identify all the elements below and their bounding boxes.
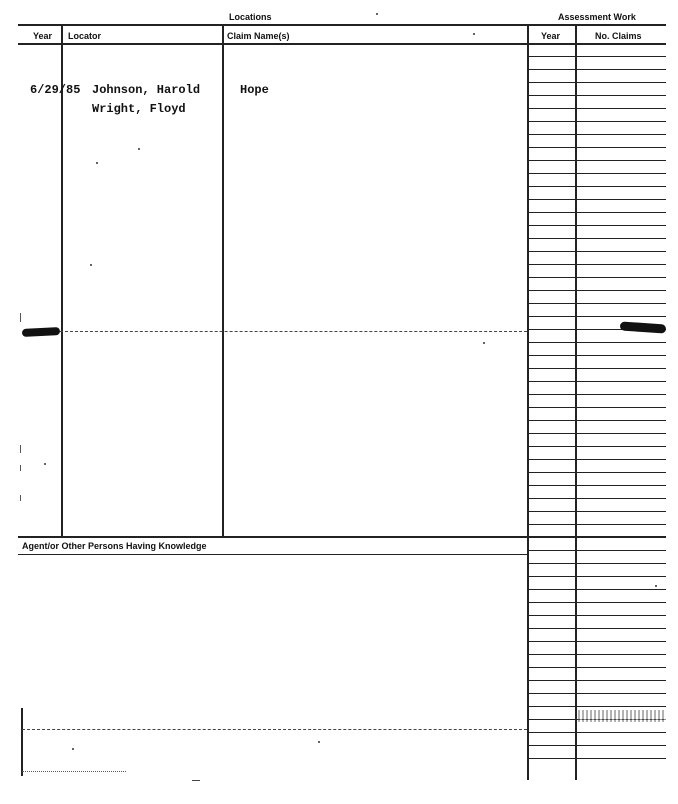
assessment-row-line <box>527 173 666 174</box>
assessment-row-line <box>527 472 666 473</box>
assessment-row-line <box>527 732 666 733</box>
locations-header: Locations <box>229 12 272 22</box>
assessment-row-line <box>527 238 666 239</box>
assessment-row-line <box>527 485 666 486</box>
assessment-row-line <box>527 368 666 369</box>
assessment-row-line <box>527 524 666 525</box>
claim-names-column-header: Claim Name(s) <box>227 31 290 41</box>
assessment-row-line <box>527 654 666 655</box>
assessment-row-line <box>527 212 666 213</box>
assessment-row-line <box>527 108 666 109</box>
aw-claims-column-header: No. Claims <box>595 31 642 41</box>
assessment-row-line <box>527 576 666 577</box>
ink-smear-right <box>620 321 667 333</box>
entry-claim-name: Hope <box>240 83 269 97</box>
assessment-row-line <box>527 147 666 148</box>
scan-speck <box>483 342 485 344</box>
assessment-row-line <box>527 342 666 343</box>
assessment-row-line <box>527 303 666 304</box>
agent-section-top-rule <box>18 536 666 538</box>
assessment-row-line <box>527 277 666 278</box>
scan-speck <box>96 162 98 164</box>
scan-speck <box>473 33 475 35</box>
assessment-row-line <box>527 134 666 135</box>
assessment-row-line <box>527 628 666 629</box>
assessment-row-line <box>527 745 666 746</box>
ink-smear-left <box>22 327 60 337</box>
assessment-row-line <box>527 264 666 265</box>
assessment-row-line <box>527 82 666 83</box>
assessment-row-line <box>527 706 666 707</box>
scan-speck <box>72 748 74 750</box>
scan-speck <box>318 741 320 743</box>
assessment-row-line <box>527 615 666 616</box>
assessment-row-line <box>527 459 666 460</box>
locator-claims-divider <box>222 24 224 536</box>
assessment-row-line <box>527 251 666 252</box>
assessment-row-line <box>527 199 666 200</box>
assessment-row-line <box>527 160 666 161</box>
assessment-row-line <box>527 511 666 512</box>
assessment-row-line <box>527 95 666 96</box>
assessment-row-line <box>527 355 666 356</box>
year-column-header: Year <box>33 31 53 41</box>
assessment-row-line <box>527 433 666 434</box>
scan-mark <box>20 465 21 471</box>
left-edge-fragment <box>21 708 23 776</box>
assessment-row-line <box>527 316 666 317</box>
assessment-row-line <box>527 420 666 421</box>
assessment-row-line <box>527 758 666 759</box>
agent-section-label: Agent/or Other Persons Having Knowledge <box>22 541 207 551</box>
locator-column-header: Locator <box>68 31 102 41</box>
bottom-dashed-line <box>22 729 527 730</box>
year-locator-divider <box>61 24 63 536</box>
scan-speck <box>90 264 92 266</box>
header-bottom-rule <box>18 43 666 45</box>
assessment-row-line <box>527 563 666 564</box>
assessment-row-line <box>527 693 666 694</box>
assessment-work-header: Assessment Work <box>558 12 636 22</box>
header-top-rule <box>18 24 666 26</box>
scan-mark <box>192 780 200 781</box>
assessment-row-line <box>527 121 666 122</box>
assessment-row-line <box>527 69 666 70</box>
assessment-row-line <box>527 589 666 590</box>
fold-dashed-line <box>60 331 527 332</box>
assessment-row-line <box>527 290 666 291</box>
scan-mark <box>20 313 21 322</box>
entry-date: 6/29/85 <box>30 83 81 97</box>
agent-section-label-rule <box>18 554 527 555</box>
assessment-row-line <box>527 186 666 187</box>
assessment-row-line <box>527 667 666 668</box>
entry-locator-1: Johnson, Harold <box>92 83 201 97</box>
assessment-row-line <box>527 680 666 681</box>
assessment-row-line <box>527 56 666 57</box>
stamp-smudge <box>578 710 666 722</box>
assessment-row-line <box>527 498 666 499</box>
assessment-row-line <box>527 394 666 395</box>
scan-speck <box>376 13 378 15</box>
scan-mark <box>20 445 21 453</box>
bottom-faint-text-mark <box>22 771 126 772</box>
assessment-row-line <box>527 641 666 642</box>
assessment-row-line <box>527 407 666 408</box>
scan-speck <box>44 463 46 465</box>
assessment-row-line <box>527 446 666 447</box>
assessment-row-line <box>527 381 666 382</box>
assessment-row-line <box>527 602 666 603</box>
entry-locator-2: Wright, Floyd <box>92 102 186 116</box>
assessment-row-line <box>527 550 666 551</box>
aw-year-column-header: Year <box>541 31 561 41</box>
scan-speck <box>655 585 657 587</box>
assessment-row-line <box>527 225 666 226</box>
scan-speck <box>138 148 140 150</box>
scan-mark <box>20 495 21 501</box>
